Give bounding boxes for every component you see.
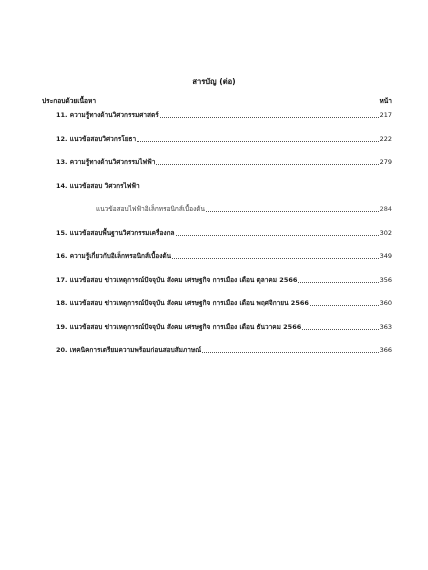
- leader-dots: [310, 304, 379, 306]
- page-title: สารบัญ (ต่อ): [192, 77, 236, 86]
- toc-entry[interactable]: [56, 298, 392, 308]
- toc-entry-label: 14. แนวข้อสอบ วิศวกรไฟฟ้า: [56, 182, 140, 190]
- leader-dots: [302, 328, 378, 330]
- toc-entry-page: 356: [379, 276, 392, 284]
- toc-entry[interactable]: [56, 251, 392, 261]
- toc-subentry[interactable]: [96, 204, 392, 214]
- toc-entry-page: 349: [379, 252, 392, 260]
- toc-entry-page: 222: [379, 135, 392, 143]
- toc-entry-label: 17. แนวข้อสอบ ข่าวเหตุการณ์ปัจจุบัน สังคม เศรษฐกิจ การเมือง เดือน ตุลาคม 2566: [56, 276, 298, 284]
- leader-dots: [206, 210, 379, 212]
- leader-dots: [160, 116, 379, 118]
- toc-entry-label: 13. ความรู้ทางด้านวิศวกรรมไฟฟ้า: [56, 158, 156, 166]
- toc-entry-page: 366: [379, 346, 392, 354]
- toc-entry-page: 360: [379, 299, 392, 307]
- toc-entry-page: 284: [379, 205, 392, 213]
- toc-header-contents: ประกอบด้วยเนื้อหา: [42, 97, 97, 105]
- toc-entry[interactable]: [56, 110, 392, 120]
- leader-dots: [176, 234, 379, 236]
- toc-header-page: หน้า: [379, 97, 392, 105]
- toc-entry-label: 16. ความรู้เกี่ยวกับอิเล็กทรอนิกส์เบื้องต้น: [56, 252, 172, 260]
- toc-entry-label: 11. ความรู้ทางด้านวิศวกรรมศาสตร์: [56, 111, 159, 119]
- toc-entry-label: แนวข้อสอบไฟฟ้าอิเล็กทรอนิกส์เบื้องต้น: [96, 205, 205, 213]
- toc-entry-page: 279: [379, 158, 392, 166]
- leader-dots: [172, 257, 379, 259]
- leader-dots: [156, 163, 378, 165]
- toc-entry[interactable]: [56, 345, 392, 355]
- leader-dots: [137, 140, 378, 142]
- leader-dots: [298, 281, 378, 283]
- toc-entry-label: 15. แนวข้อสอบพื้นฐานวิศวกรรมเครื่องกล: [56, 229, 175, 237]
- toc-entry[interactable]: [56, 134, 392, 144]
- toc-entry[interactable]: [56, 322, 392, 332]
- toc-entry-page: 363: [379, 323, 392, 331]
- toc-entry-label: 18. แนวข้อสอบ ข่าวเหตุการณ์ปัจจุบัน สังคม เศรษฐกิจ การเมือง เดือน พฤศจิกายน 2566: [56, 299, 309, 307]
- toc-entry[interactable]: [56, 275, 392, 285]
- toc-entry-page: 302: [379, 229, 392, 237]
- toc-entry-page: 217: [379, 111, 392, 119]
- toc-entry[interactable]: [56, 181, 392, 191]
- toc-entry[interactable]: [56, 228, 392, 238]
- toc-entry-label: 19. แนวข้อสอบ ข่าวเหตุการณ์ปัจจุบัน สังคม เศรษฐกิจ การเมือง เดือน ธันวาคม 2566: [56, 323, 302, 331]
- leader-dots: [202, 351, 378, 353]
- toc-entry-label: 12. แนวข้อสอบวิศวกรโยธา: [56, 135, 137, 143]
- toc-entry-label: 20. เทคนิคการเตรียมความพร้อมก่อนสอบสัมภาษณ์: [56, 346, 202, 354]
- toc-entry[interactable]: [56, 157, 392, 167]
